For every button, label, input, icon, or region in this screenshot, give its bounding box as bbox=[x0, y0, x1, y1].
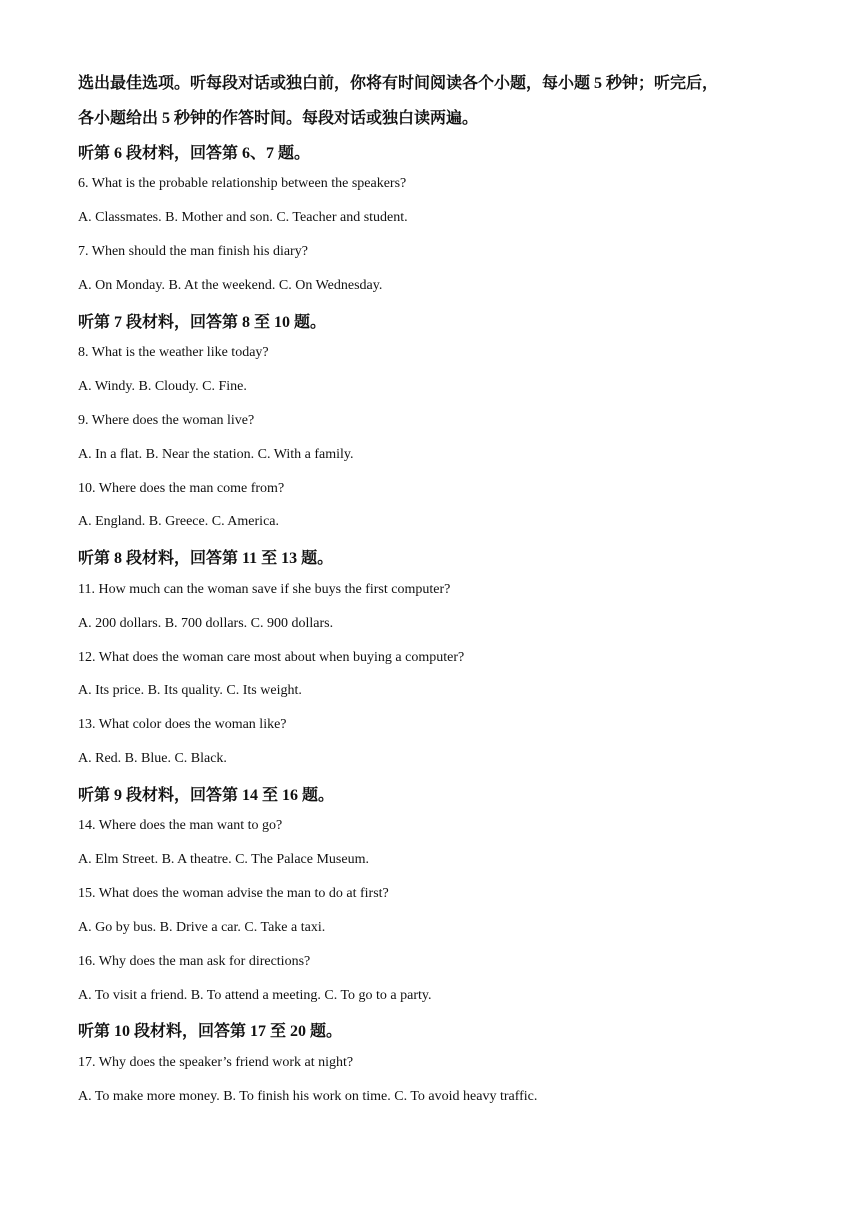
section-heading-7: 听第 7 段材料，回答第 8 至 10 题。 bbox=[78, 314, 327, 331]
instructions-paragraph bbox=[78, 66, 778, 136]
options-14: A. Elm Street. B. A theatre. C. The Palace Museum. bbox=[78, 852, 369, 867]
options-10: A. England. B. Greece. C. America. bbox=[78, 514, 279, 529]
instructions-line-2: 各小题给出 5 秒钟的作答时间。每段对话或独白读两遍。 bbox=[78, 110, 479, 127]
instructions-line-1: 选出最佳选项。听每段对话或独白前，你将有时间阅读各个小题，每小题 5 秒钟；听完后， bbox=[78, 75, 719, 92]
section-heading-10: 听第 10 段材料，回答第 17 至 20 题。 bbox=[78, 1023, 343, 1040]
options-6: A. Classmates. B. Mother and son. C. Teacher and student. bbox=[78, 210, 408, 225]
options-15: A. Go by bus. B. Drive a car. C. Take a taxi. bbox=[78, 920, 326, 935]
options-7: A. On Monday. B. At the weekend. C. On Wednesday. bbox=[78, 278, 383, 293]
question-17: 17. Why does the speaker’s friend work at night? bbox=[78, 1055, 354, 1070]
question-6: 6. What is the probable relationship between the speakers? bbox=[78, 176, 407, 191]
section-heading-6: 听第 6 段材料，回答第 6、7 题。 bbox=[78, 145, 311, 162]
options-16: A. To visit a friend. B. To attend a meeting. C. To go to a party. bbox=[78, 988, 432, 1003]
question-11: 11. How much can the woman save if she buys the first computer? bbox=[78, 582, 451, 597]
question-14: 14. Where does the man want to go? bbox=[78, 818, 283, 833]
question-16: 16. Why does the man ask for directions? bbox=[78, 954, 311, 969]
options-17: A. To make more money. B. To finish his work on time. C. To avoid heavy traffic. bbox=[78, 1089, 538, 1104]
question-10: 10. Where does the man come from? bbox=[78, 481, 285, 496]
question-13: 13. What color does the woman like? bbox=[78, 717, 287, 732]
options-13: A. Red. B. Blue. C. Black. bbox=[78, 751, 227, 766]
question-15: 15. What does the woman advise the man to do at first? bbox=[78, 886, 389, 901]
options-11: A. 200 dollars. B. 700 dollars. C. 900 dollars. bbox=[78, 616, 334, 631]
question-12: 12. What does the woman care most about when buying a computer? bbox=[78, 650, 465, 665]
options-12: A. Its price. B. Its quality. C. Its weight. bbox=[78, 683, 302, 698]
section-heading-8: 听第 8 段材料，回答第 11 至 13 题。 bbox=[78, 550, 334, 567]
section-heading-9: 听第 9 段材料，回答第 14 至 16 题。 bbox=[78, 787, 335, 804]
question-7: 7. When should the man finish his diary? bbox=[78, 244, 308, 259]
question-8: 8. What is the weather like today? bbox=[78, 345, 269, 360]
options-9: A. In a flat. B. Near the station. C. With a family. bbox=[78, 447, 354, 462]
question-9: 9. Where does the woman live? bbox=[78, 413, 255, 428]
options-8: A. Windy. B. Cloudy. C. Fine. bbox=[78, 379, 247, 394]
